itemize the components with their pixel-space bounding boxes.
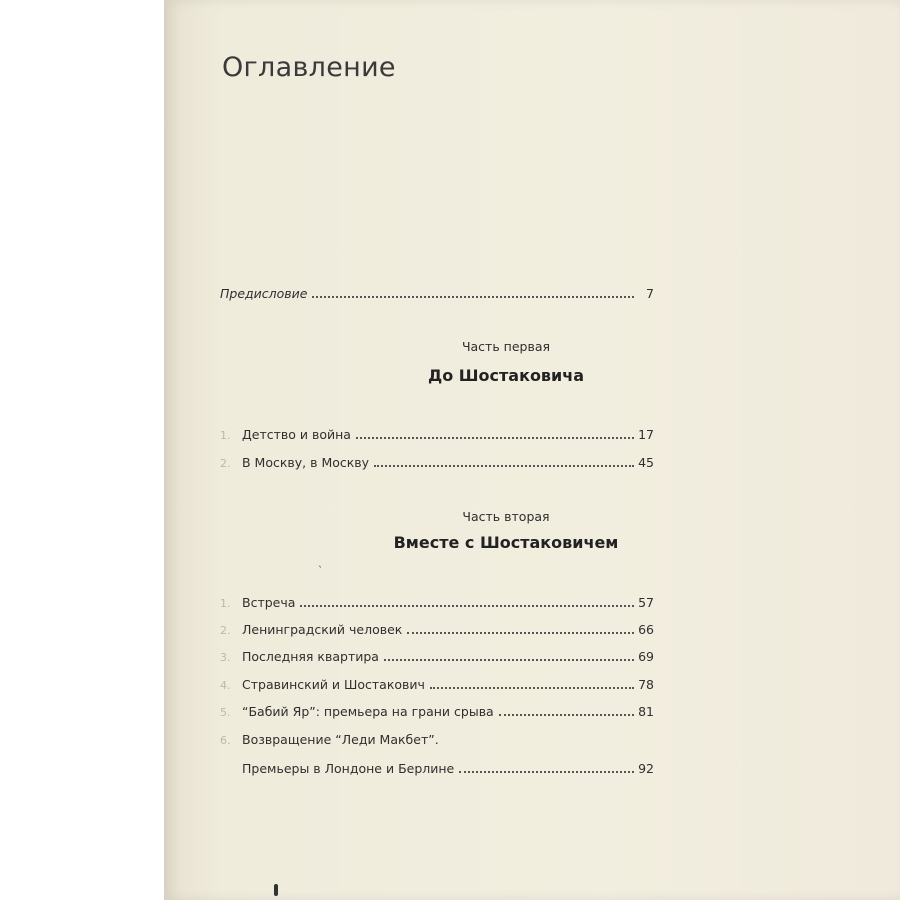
- leader-dots: [374, 465, 634, 467]
- toc-row[interactable]: [220, 704, 654, 721]
- leader-dots: [430, 687, 634, 689]
- toc-label: Предисловие: [220, 286, 308, 301]
- leader-dots: [384, 659, 634, 661]
- toc-number: 2.: [220, 624, 231, 637]
- toc-row[interactable]: [220, 677, 654, 694]
- toc-row[interactable]: [220, 455, 654, 472]
- toc-row-continuation[interactable]: [220, 761, 654, 777]
- leader-dots: [459, 771, 634, 773]
- toc-label: Возвращение “Леди Макбет”.: [242, 732, 439, 747]
- part-two-label: Часть вторая: [462, 509, 550, 524]
- toc-label: Встреча: [242, 595, 296, 610]
- toc-page-number: 45: [638, 455, 654, 470]
- leader-dots: [356, 437, 634, 439]
- toc-label: Ленинградский человек: [242, 622, 403, 637]
- toc-label: В Москву, в Москву: [242, 455, 370, 470]
- toc-page-number: 81: [638, 704, 654, 719]
- toc-row[interactable]: [220, 649, 654, 666]
- toc-row[interactable]: [220, 732, 654, 749]
- ink-mark: [274, 884, 278, 896]
- pen-mark: ˎ: [318, 557, 323, 568]
- toc-row[interactable]: [220, 427, 654, 444]
- toc-page-number: 66: [638, 622, 654, 637]
- leader-dots: [407, 632, 634, 634]
- toc-row[interactable]: [220, 622, 654, 639]
- page-title: Оглавление: [222, 52, 396, 83]
- toc-page-number: 7: [646, 286, 654, 301]
- toc-page-number: 78: [638, 677, 654, 692]
- toc-page-number: 69: [638, 649, 654, 664]
- part-two-title: Вместе с Шостаковичем: [393, 533, 619, 552]
- toc-label: “Бабий Яр”: премьера на грани срыва: [242, 704, 494, 719]
- toc-page-number: 92: [638, 761, 654, 776]
- toc-number: 5.: [220, 706, 231, 719]
- toc-page-number: 17: [638, 427, 654, 442]
- toc-number: 4.: [220, 679, 231, 692]
- toc-row-preface[interactable]: [220, 286, 654, 302]
- toc-row[interactable]: [220, 595, 654, 612]
- toc-number: 2.: [220, 457, 231, 470]
- toc-label: Стравинский и Шостакович: [242, 677, 425, 692]
- toc-number: 1.: [220, 429, 231, 442]
- part-one-title: До Шостаковича: [427, 366, 585, 385]
- toc-number: 3.: [220, 651, 231, 664]
- toc-number: 1.: [220, 597, 231, 610]
- toc-number: 6.: [220, 734, 231, 747]
- leader-dots: [312, 296, 634, 298]
- leader-dots: [499, 714, 634, 716]
- leader-dots: [300, 605, 634, 607]
- toc-page-number: 57: [638, 595, 654, 610]
- toc-label: Последняя квартира: [242, 649, 379, 664]
- book-page: [164, 0, 900, 900]
- toc-label: Детство и война: [242, 427, 351, 442]
- part-one-label: Часть первая: [461, 339, 551, 354]
- toc-label: Премьеры в Лондоне и Берлине: [242, 761, 455, 776]
